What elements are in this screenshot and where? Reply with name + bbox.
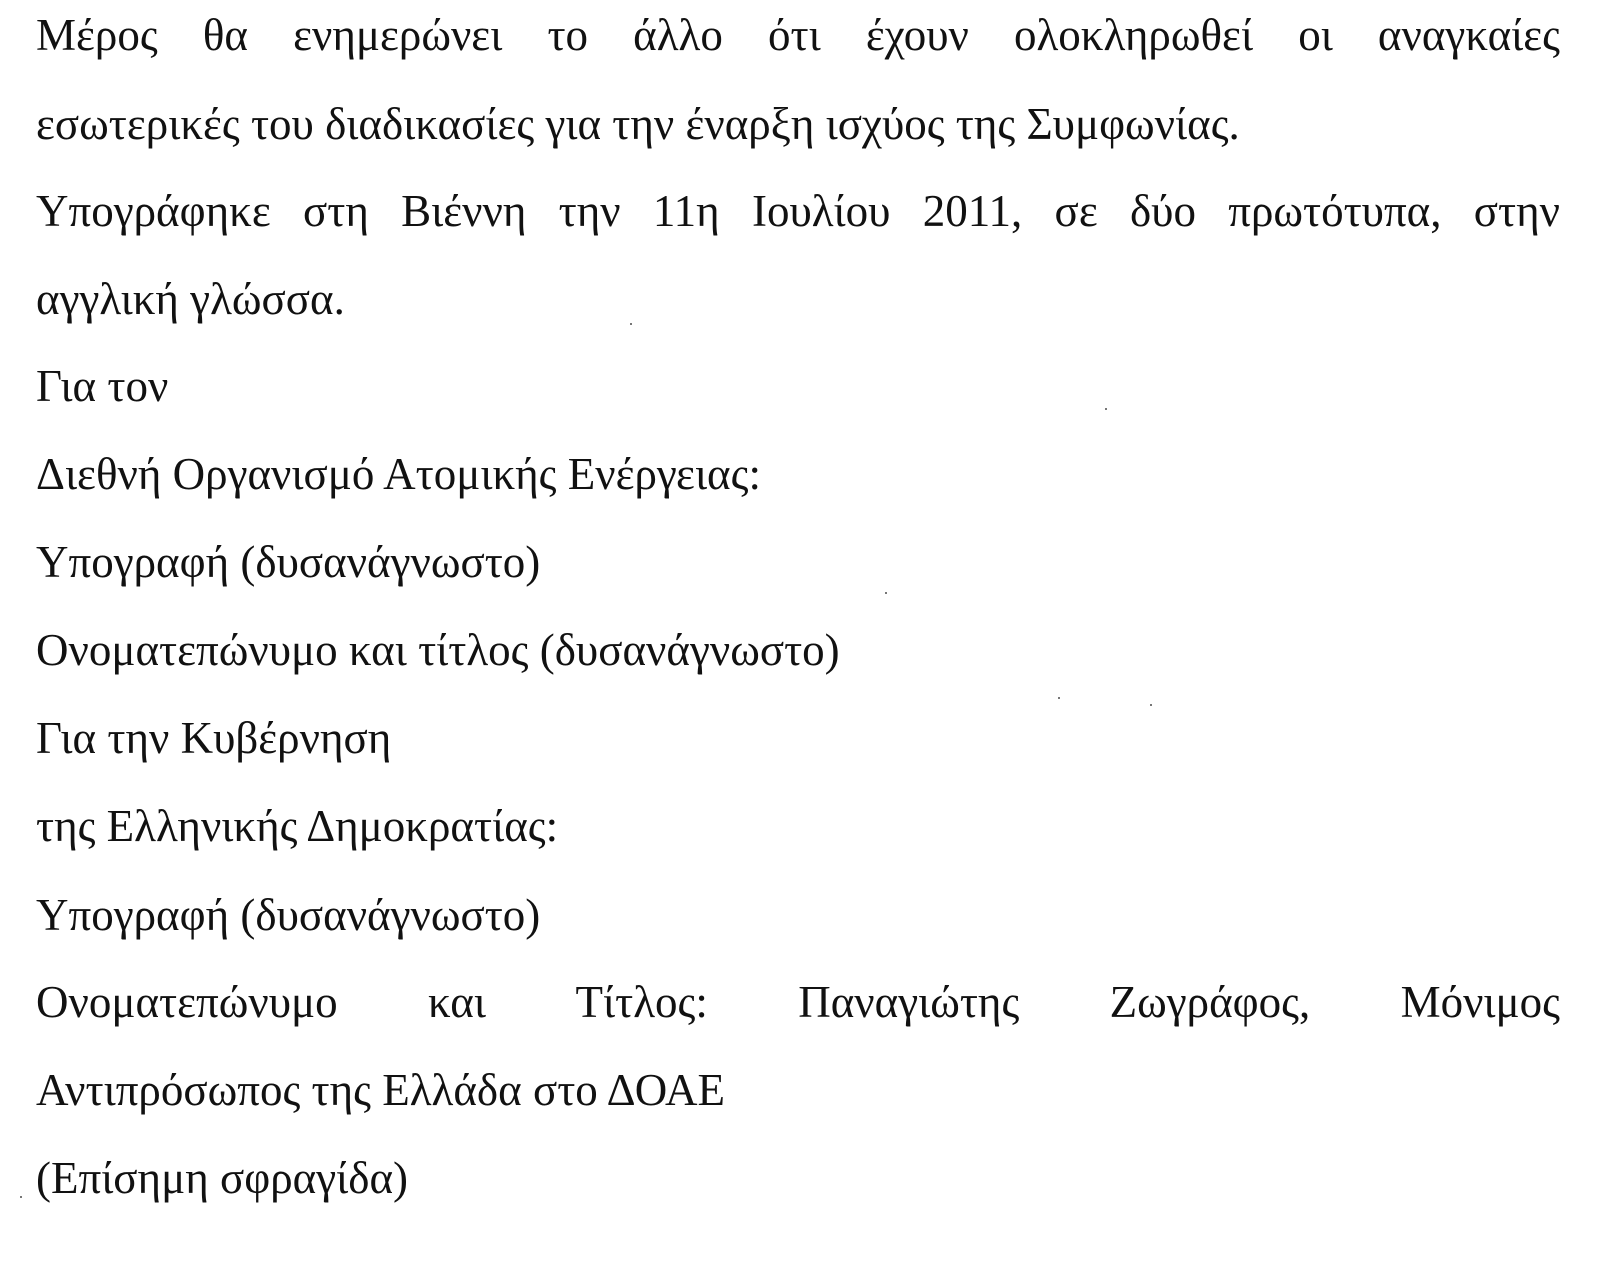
- scan-speck: [1058, 697, 1060, 699]
- text-line-10: της Ελληνικής Δημοκρατίας:: [36, 801, 559, 851]
- text-line-1: Μέρος θα ενημερώνει το άλλο ότι έχουν ολοκληρωθεί οι αναγκαίες: [36, 10, 1560, 60]
- scan-speck: [20, 1196, 22, 1198]
- scan-speck: [1150, 704, 1152, 706]
- text-line-14: (Επίσημη σφραγίδα): [36, 1153, 409, 1203]
- text-line-7: Υπογραφή (δυσανάγνωστο): [36, 537, 541, 587]
- text-line-8: Ονοματεπώνυμο και τίτλος (δυσανάγνωστο): [36, 625, 840, 675]
- text-line-9: Για την Κυβέρνηση: [36, 713, 392, 763]
- scan-speck: [885, 592, 887, 594]
- text-line-2: εσωτερικές του διαδικασίες για την έναρξη ισχύος της Συμφωνίας.: [36, 99, 1240, 149]
- scan-speck: [630, 323, 632, 325]
- text-line-13: Αντιπρόσωπος της Ελλάδα στο ΔΟΑΕ: [36, 1065, 726, 1115]
- text-line-4: αγγλική γλώσσα.: [36, 274, 345, 324]
- text-line-12: Ονοματεπώνυμο και Τίτλος: Παναγιώτης Ζωγράφος, Μόνιμος: [36, 977, 1560, 1027]
- text-line-3: Υπογράφηκε στη Βιέννη την 11η Ιουλίου 2011, σε δύο πρωτότυπα, στην: [36, 186, 1560, 236]
- text-line-11: Υπογραφή (δυσανάγνωστο): [36, 890, 541, 940]
- text-line-5: Για τον: [36, 361, 169, 411]
- scan-speck: [1105, 408, 1107, 410]
- text-line-6: Διεθνή Οργανισμό Ατομικής Ενέργειας:: [36, 449, 761, 499]
